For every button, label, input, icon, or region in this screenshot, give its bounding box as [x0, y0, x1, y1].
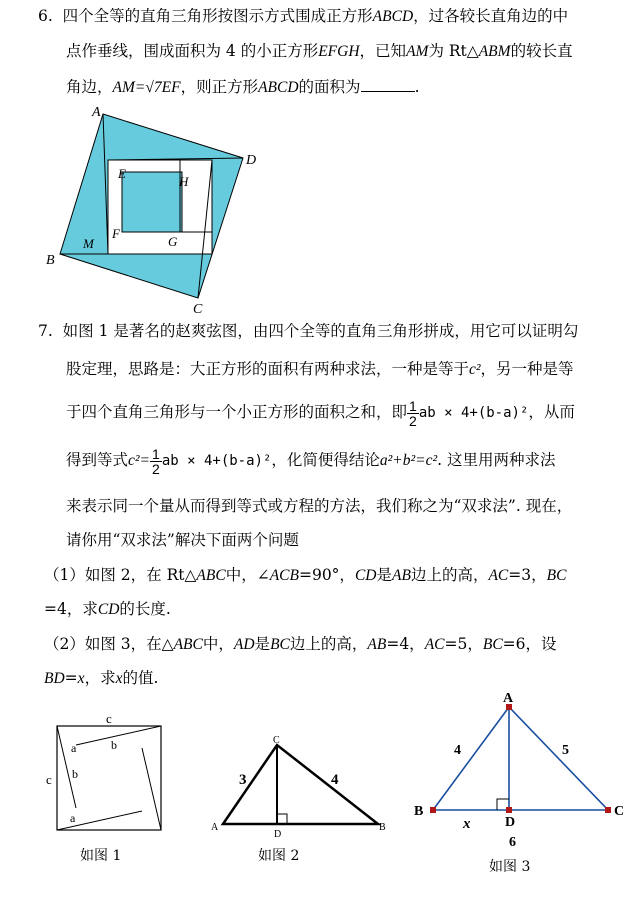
q6-line1: 6. 四个全等的直角三角形按图示方式围成正方形ABCD，过各较长直角边的中: [38, 7, 569, 25]
label-3: 3: [239, 772, 247, 788]
label-A: A: [503, 692, 514, 706]
label-F: F: [112, 226, 120, 241]
q7-line1: 7. 如图 1 是著名的赵爽弦图，由四个全等的直角三角形拼成，用它可以证明勾: [38, 322, 579, 340]
caption-fig3: 如图 3: [489, 859, 531, 875]
label-a2: a: [70, 811, 76, 825]
inner-square: [122, 172, 182, 232]
label-C: C: [273, 735, 280, 746]
label-B: B: [414, 804, 424, 819]
q7-part1-line1: （1）如图 2，在 Rt△ABC中，∠ACB=90°，CD是AB边上的高，AC=3，BC: [44, 566, 567, 584]
label-c-top: c: [106, 712, 112, 726]
q7-part2-line1: （2）如图 3，在△ABC中，AD是BC边上的高，AB=4，AC=5，BC=6，设: [44, 635, 557, 653]
label-4: 4: [331, 772, 339, 788]
label-6: 6: [509, 835, 516, 850]
label-5: 5: [562, 743, 569, 758]
q7-line4: 得到等式c²= $\frac{1}{2}$ ab × 4+(b-a)²，化简便得结论a²+b²=c². 这里用两种求法: [66, 445, 556, 477]
q7-line3: 于四个直角三角形与一个小正方形的面积之和，即 $\frac{1}{2}$ ab × 4+(b-a)²，从而: [66, 397, 575, 429]
label-B: B: [379, 822, 386, 833]
figure-q6: [40, 100, 270, 315]
q7-line2: 股定理，思路是：大正方形的面积有两种求法，一种是等于c²，另一种是等: [66, 360, 574, 378]
label-D: D: [505, 815, 516, 830]
label-4: 4: [454, 743, 461, 758]
label-G: G: [168, 234, 178, 249]
label-B: B: [46, 253, 55, 268]
figure-3: [408, 692, 633, 852]
label-c-left: c: [46, 772, 52, 787]
figure-1: [44, 712, 174, 834]
q7-line5: 来表示同一个量从而得到等式或方程的方法，我们称之为“双求法”. 现在，: [66, 497, 573, 515]
label-H: H: [179, 174, 189, 189]
q6-line3: 角边，AM=√7EF，则正方形ABCD的面积为 .: [66, 78, 420, 96]
figure-2: [205, 732, 395, 842]
q7-part1-line2: =4，求CD的长度.: [44, 600, 171, 618]
label-C: C: [614, 804, 625, 819]
caption-fig1: 如图 1: [80, 848, 122, 864]
label-A: A: [211, 822, 219, 833]
label-M: M: [83, 236, 94, 251]
label-b2: b: [72, 767, 78, 781]
label-D: D: [274, 829, 282, 840]
label-A: A: [92, 105, 101, 120]
label-D: D: [246, 153, 257, 168]
q7-line6: 请你用“双求法”解决下面两个问题: [66, 531, 299, 549]
q7-part2-line2: BD=x，求x的值.: [44, 669, 159, 687]
label-C: C: [193, 302, 203, 315]
caption-fig2: 如图 2: [258, 848, 300, 864]
label-b1: b: [111, 738, 117, 752]
label-x: x: [463, 816, 471, 832]
answer-blank[interactable]: [361, 77, 415, 92]
label-E: E: [118, 166, 126, 181]
q6-line2: 点作垂线，围成面积为 4 的小正方形EFGH，已知AM为 Rt△ABM的较长直: [66, 42, 573, 60]
label-a1: a: [71, 741, 77, 755]
